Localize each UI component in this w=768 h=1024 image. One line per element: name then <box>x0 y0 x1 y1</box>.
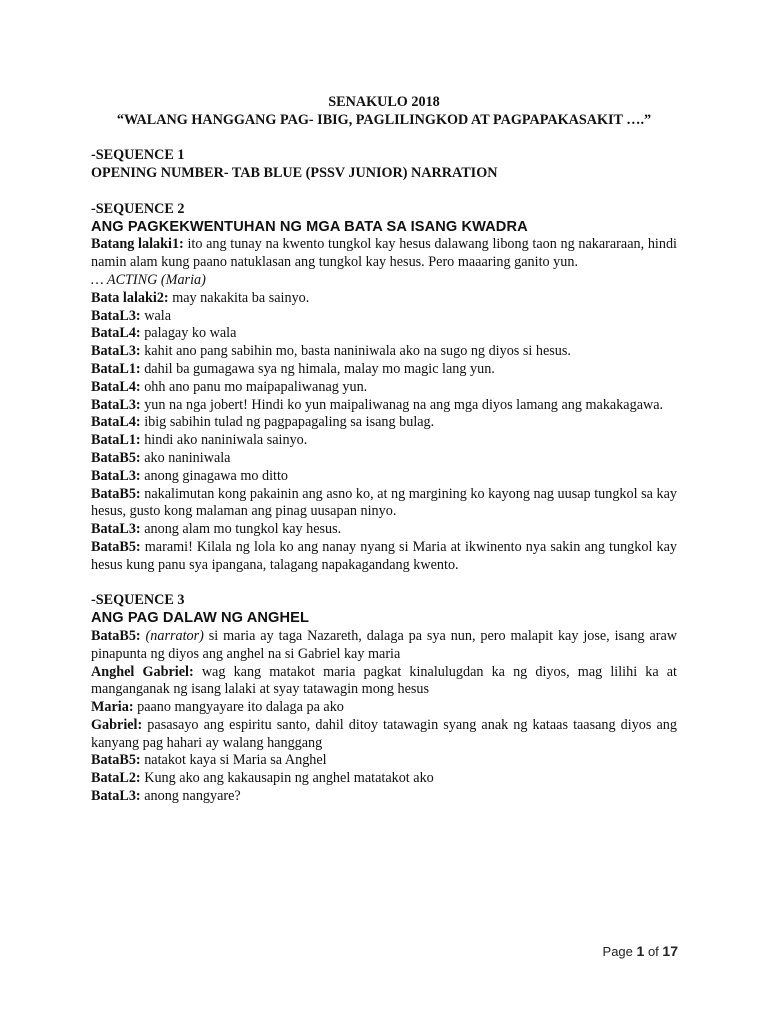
dialogue-text: may nakakita ba sainyo. <box>168 289 310 306</box>
speaker-label: BataL3: <box>91 521 141 538</box>
dialogue-text: ibig sabihin tulad ng pagpapagaling sa isang bulag. <box>140 414 435 431</box>
speaker-label: Bata lalaki2: <box>91 289 169 306</box>
speaker-label: Gabriel: <box>91 716 143 733</box>
dialogue-line <box>91 308 677 326</box>
speaker-label: BataB5: <box>91 752 141 769</box>
dialogue-line <box>91 325 677 343</box>
speaker-label: BataL1: <box>91 360 141 377</box>
dialogue-text: paano mangyayare ito dalaga pa ako <box>133 699 344 716</box>
dialogue-line <box>91 699 677 717</box>
speaker-label: BataL3: <box>91 396 141 413</box>
speaker-label: Batang lalaki1: <box>91 236 184 253</box>
sequence-1-heading: OPENING NUMBER- TAB BLUE (PSSV JUNIOR) NARRATION <box>91 165 498 182</box>
dialogue-line <box>91 486 677 522</box>
speaker-label: BataB5: <box>91 449 141 466</box>
dialogue-text: nakalimutan kong pakainin ang asno ko, at ng margining ko kayong nag uusap tungkol sa kay hesus, gusto kong malaman ang pinag uusapan ninyo. <box>91 485 677 520</box>
document-subtitle: “WALANG HANGGANG PAG- IBIG, PAGLILINGKOD AT PAGPAPAKASAKIT ….” <box>116 111 652 128</box>
dialogue-text: anong ginagawa mo ditto <box>140 467 289 484</box>
speaker-label: BataL4: <box>91 378 141 395</box>
dialogue-text: hindi ako naniniwala sainyo. <box>140 432 308 449</box>
dialogue-line <box>91 628 677 664</box>
sequence-3-label: -SEQUENCE 3 <box>91 592 185 609</box>
dialogue-text: kahit ano pang sabihin mo, basta naniniwala ako na sugo ng diyos si hesus. <box>140 343 571 360</box>
sequence-3-heading: ANG PAG DALAW NG ANGHEL <box>91 610 309 627</box>
sequence-2-heading: ANG PAGKEKWENTUHAN NG MGA BATA SA ISANG KWADRA <box>91 218 528 235</box>
of-word: of <box>647 944 659 959</box>
dialogue-line <box>91 343 677 361</box>
dialogue-line <box>91 521 677 539</box>
page-current: 1 <box>636 943 645 959</box>
dialogue-line <box>91 788 677 806</box>
stage-direction <box>91 272 677 290</box>
speaker-label: BataB5: <box>91 538 141 555</box>
dialogue-text: ohh ano panu mo maipapaliwanag yun. <box>140 378 368 395</box>
dialogue-text: marami! Kilala ng lola ko ang nanay nyang si Maria at ikwinento nya sakin ang tungkol kay hesus kung panu sya ipangana, talagang napakagandang kwento. <box>91 538 677 573</box>
speaker-label: BataL3: <box>91 467 141 484</box>
sequence-3-dialogue <box>91 628 677 806</box>
dialogue-line <box>91 290 677 308</box>
sequence-2-dialogue <box>91 236 677 574</box>
stage-note: (narrator) <box>145 627 204 644</box>
sequence-1-label: -SEQUENCE 1 <box>91 147 185 164</box>
speaker-label: Anghel Gabriel: <box>91 663 194 680</box>
dialogue-text: natakot kaya si Maria sa Anghel <box>140 752 327 769</box>
dialogue-text: (narrator) si maria ay taga Nazareth, dalaga pa sya nun, pero malapit kay jose, isang araw pinapunta ng diyos ang anghel na si Gabriel kay maria <box>91 627 678 662</box>
speaker-label: BataL1: <box>91 432 141 449</box>
dialogue-text: wala <box>140 307 171 324</box>
dialogue-line <box>91 432 677 450</box>
dialogue-line <box>91 717 677 753</box>
dialogue-line <box>91 397 677 415</box>
dialogue-text: ako naniniwala <box>140 449 231 466</box>
dialogue-text: ito ang tunay na kwento tungkol kay hesus dalawang libong taon ng nakararaan, hindi namin alam kung paano natuklasan ang tungkol kay hesus. Pero maaaring ganito yun. <box>91 236 677 271</box>
dialogue-line <box>91 379 677 397</box>
document-title: SENAKULO 2018 <box>328 94 440 110</box>
dialogue-line <box>91 236 677 272</box>
dialogue-line <box>91 361 677 379</box>
dialogue-line <box>91 539 677 575</box>
speaker-label: BataL4: <box>91 414 141 431</box>
speaker-label: BataB5: <box>91 485 141 502</box>
dialogue-text: anong alam mo tungkol kay hesus. <box>140 521 342 538</box>
speaker-label: BataL3: <box>91 307 141 324</box>
dialogue-line <box>91 664 677 700</box>
page-total: 17 <box>662 943 678 959</box>
dialogue-text: pasasayo ang espiritu santo, dahil ditoy tatawagin syang anak ng kataas taasang diyos ang kanyang pag hahari ay walang hanggang <box>91 716 677 751</box>
spacer <box>91 183 677 201</box>
dialogue-line <box>91 450 677 468</box>
dialogue-line <box>91 414 677 432</box>
speaker-label: Maria: <box>91 699 134 716</box>
dialogue-text: dahil ba gumagawa sya ng himala, malay mo magic lang yun. <box>140 360 495 377</box>
dialogue-text: Kung ako ang kakausapin ng anghel matatakot ako <box>140 770 434 787</box>
dialogue-text: palagay ko wala <box>140 325 237 342</box>
document-body <box>91 94 677 806</box>
dialogue-line <box>91 468 677 486</box>
dialogue-line <box>91 752 677 770</box>
spacer <box>91 130 677 148</box>
stage-direction-text: … ACTING (Maria) <box>91 271 206 288</box>
sequence-2-label: -SEQUENCE 2 <box>91 200 185 217</box>
speaker-label: BataL3: <box>91 343 141 360</box>
speaker-label: BataL3: <box>91 788 141 805</box>
page-word: Page <box>602 944 633 959</box>
dialogue-line <box>91 770 677 788</box>
spacer <box>91 575 677 593</box>
speaker-label: BataL4: <box>91 325 141 342</box>
speaker-label: BataL2: <box>91 770 141 787</box>
speaker-label: BataB5: <box>91 627 141 644</box>
page-number-footer <box>603 943 678 959</box>
dialogue-text: anong nangyare? <box>140 788 241 805</box>
dialogue-text: wag kang matakot maria pagkat kinalulugdan ka ng diyos, mag lilihi ka at manganganak ng isang lalaki at syay tatawagin mong hesus <box>91 663 677 698</box>
dialogue-text: yun na nga jobert! Hindi ko yun maipaliwanag na ang mga diyos lamang ang makakagawa. <box>140 396 664 413</box>
